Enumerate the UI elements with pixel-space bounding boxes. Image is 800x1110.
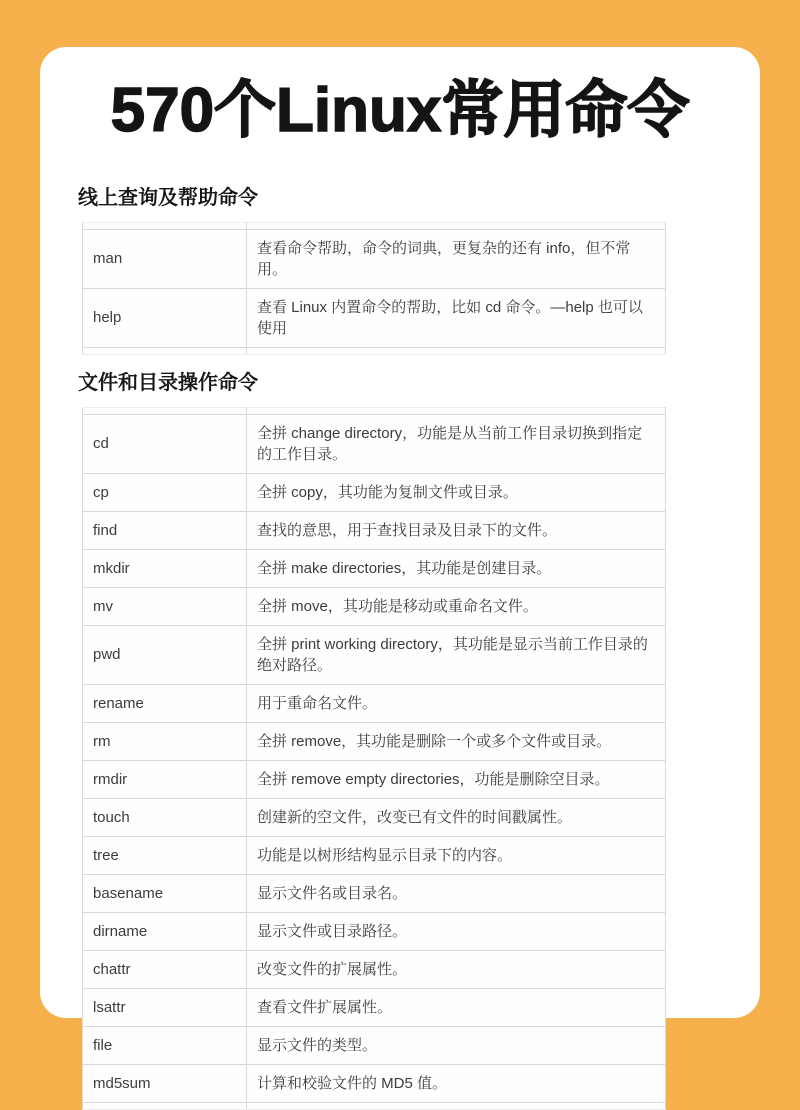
- table-row: [83, 625, 666, 684]
- description-cell: 用于重命名文件。: [247, 684, 666, 722]
- table-row: [83, 950, 666, 988]
- table-row: [83, 988, 666, 1026]
- table-row: [83, 684, 666, 722]
- description-cell: 查看命令帮助，命令的词典，更复杂的还有 info，但不常用。: [247, 229, 666, 288]
- section-heading-file-directory: 文件和目录操作命令: [78, 371, 258, 394]
- command-table-online-help: [82, 222, 666, 355]
- table-row: [83, 722, 666, 760]
- description-cell: 全拼 move，其功能是移动或重命名文件。: [247, 587, 666, 625]
- command-cell: file: [83, 1026, 247, 1064]
- description-cell: 改变文件的扩展属性。: [247, 950, 666, 988]
- command-table-file-directory: [82, 407, 666, 1110]
- table-row: [83, 1064, 666, 1102]
- command-cell: cp: [83, 473, 247, 511]
- description-cell: 计算和校验文件的 MD5 值。: [247, 1064, 666, 1102]
- command-cell: dirname: [83, 912, 247, 950]
- table-row: [83, 587, 666, 625]
- description-cell: 全拼 print working directory，其功能是显示当前工作目录的绝对路径。: [247, 625, 666, 684]
- description-cell: 功能是以树形结构显示目录下的内容。: [247, 836, 666, 874]
- description-cell: 全拼 remove，其功能是删除一个或多个文件或目录。: [247, 722, 666, 760]
- table-row: [83, 549, 666, 587]
- description-cell: 全拼 copy，其功能为复制文件或目录。: [247, 473, 666, 511]
- command-cell: rm: [83, 722, 247, 760]
- description-cell: 全拼 make directories，其功能是创建目录。: [247, 549, 666, 587]
- table-row: [83, 760, 666, 798]
- page-title: 570个Linux常用命令: [110, 76, 690, 145]
- command-cell: tree: [83, 836, 247, 874]
- section-online-help: [40, 186, 760, 355]
- description-cell: 全拼 remove empty directories，功能是删除空目录。: [247, 760, 666, 798]
- table-row: [83, 798, 666, 836]
- description-cell: 显示文件的类型。: [247, 1026, 666, 1064]
- description-cell: 创建新的空文件，改变已有文件的时间戳属性。: [247, 798, 666, 836]
- table-row: [83, 473, 666, 511]
- description-cell: 显示文件名或目录名。: [247, 874, 666, 912]
- table-row: [83, 229, 666, 288]
- content-card: [40, 47, 760, 1092]
- command-cell: mkdir: [83, 549, 247, 587]
- table-row: [83, 414, 666, 473]
- description-cell: 查看 Linux 内置命令的帮助，比如 cd 命令。—help 也可以使用: [247, 288, 666, 347]
- command-cell: man: [83, 229, 247, 288]
- command-cell: basename: [83, 874, 247, 912]
- cropped-row-sliver: [83, 1102, 666, 1109]
- command-cell: find: [83, 511, 247, 549]
- table-row: [83, 912, 666, 950]
- command-cell: rmdir: [83, 760, 247, 798]
- cropped-row-sliver: [83, 222, 666, 229]
- command-cell: touch: [83, 798, 247, 836]
- command-cell: cd: [83, 414, 247, 473]
- table-row: [83, 1026, 666, 1064]
- table-row: [83, 836, 666, 874]
- description-cell: 查看文件扩展属性。: [247, 988, 666, 1026]
- command-cell: rename: [83, 684, 247, 722]
- command-cell: md5sum: [83, 1064, 247, 1102]
- command-cell: help: [83, 288, 247, 347]
- section-heading-online-help: 线上查询及帮助命令: [78, 186, 258, 209]
- description-cell: 全拼 change directory，功能是从当前工作目录切换到指定的工作目录。: [247, 414, 666, 473]
- command-cell: mv: [83, 587, 247, 625]
- cropped-row-sliver: [83, 407, 666, 414]
- description-cell: 查找的意思，用于查找目录及目录下的文件。: [247, 511, 666, 549]
- section-file-directory: [40, 371, 760, 1110]
- table-row: [83, 511, 666, 549]
- table-row: [83, 874, 666, 912]
- table-row: [83, 288, 666, 347]
- command-cell: pwd: [83, 625, 247, 684]
- command-cell: chattr: [83, 950, 247, 988]
- command-cell: lsattr: [83, 988, 247, 1026]
- cropped-row-sliver: [83, 347, 666, 354]
- description-cell: 显示文件或目录路径。: [247, 912, 666, 950]
